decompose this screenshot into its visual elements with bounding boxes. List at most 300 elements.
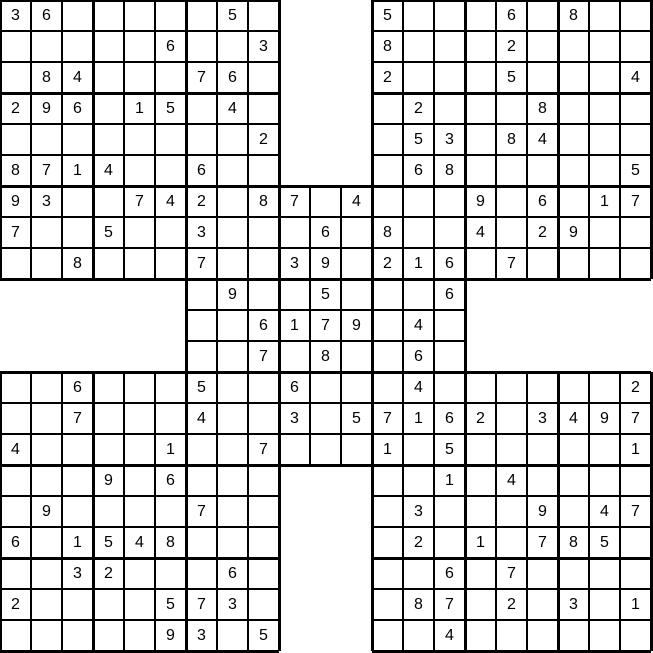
sudoku-cell[interactable] bbox=[403, 186, 434, 217]
sudoku-cell[interactable] bbox=[589, 372, 620, 403]
sudoku-cell[interactable]: 7 bbox=[372, 403, 403, 434]
sudoku-cell[interactable] bbox=[124, 496, 155, 527]
sudoku-cell[interactable]: 7 bbox=[496, 248, 527, 279]
sudoku-cell[interactable]: 5 bbox=[620, 155, 651, 186]
sudoku-cell[interactable] bbox=[620, 124, 651, 155]
sudoku-cell[interactable]: 4 bbox=[403, 372, 434, 403]
sudoku-cell[interactable]: 1 bbox=[434, 465, 465, 496]
sudoku-cell[interactable] bbox=[589, 589, 620, 620]
sudoku-cell[interactable] bbox=[248, 403, 279, 434]
sudoku-cell[interactable]: 7 bbox=[527, 527, 558, 558]
sudoku-cell[interactable] bbox=[341, 279, 372, 310]
sudoku-cell[interactable] bbox=[403, 31, 434, 62]
sudoku-cell[interactable] bbox=[589, 465, 620, 496]
sudoku-cell[interactable] bbox=[372, 372, 403, 403]
sudoku-cell[interactable] bbox=[527, 465, 558, 496]
sudoku-cell[interactable]: 6 bbox=[496, 0, 527, 31]
sudoku-cell[interactable] bbox=[0, 31, 31, 62]
sudoku-cell[interactable] bbox=[0, 62, 31, 93]
sudoku-cell[interactable] bbox=[620, 558, 651, 589]
sudoku-cell[interactable] bbox=[124, 0, 155, 31]
sudoku-cell[interactable] bbox=[62, 496, 93, 527]
sudoku-cell[interactable]: 1 bbox=[279, 310, 310, 341]
sudoku-cell[interactable]: 9 bbox=[465, 186, 496, 217]
sudoku-cell[interactable]: 3 bbox=[527, 403, 558, 434]
sudoku-cell[interactable] bbox=[465, 434, 496, 465]
sudoku-cell[interactable] bbox=[62, 124, 93, 155]
sudoku-cell[interactable]: 3 bbox=[279, 403, 310, 434]
sudoku-cell[interactable]: 3 bbox=[403, 496, 434, 527]
sudoku-cell[interactable]: 2 bbox=[186, 186, 217, 217]
sudoku-cell[interactable]: 6 bbox=[62, 372, 93, 403]
sudoku-cell[interactable]: 5 bbox=[155, 589, 186, 620]
sudoku-cell[interactable]: 7 bbox=[31, 155, 62, 186]
sudoku-cell[interactable]: 2 bbox=[0, 93, 31, 124]
sudoku-cell[interactable] bbox=[403, 62, 434, 93]
sudoku-cell[interactable]: 5 bbox=[155, 93, 186, 124]
sudoku-cell[interactable] bbox=[434, 496, 465, 527]
sudoku-cell[interactable]: 5 bbox=[403, 124, 434, 155]
sudoku-cell[interactable] bbox=[186, 0, 217, 31]
sudoku-cell[interactable] bbox=[248, 248, 279, 279]
sudoku-cell[interactable]: 8 bbox=[155, 527, 186, 558]
sudoku-cell[interactable] bbox=[372, 186, 403, 217]
sudoku-cell[interactable]: 2 bbox=[620, 372, 651, 403]
sudoku-cell[interactable] bbox=[124, 155, 155, 186]
sudoku-cell[interactable]: 9 bbox=[31, 496, 62, 527]
sudoku-cell[interactable]: 5 bbox=[93, 527, 124, 558]
sudoku-cell[interactable] bbox=[496, 496, 527, 527]
sudoku-cell[interactable] bbox=[248, 372, 279, 403]
sudoku-cell[interactable] bbox=[124, 589, 155, 620]
sudoku-cell[interactable] bbox=[558, 465, 589, 496]
sudoku-cell[interactable] bbox=[186, 124, 217, 155]
sudoku-cell[interactable]: 8 bbox=[403, 589, 434, 620]
sudoku-cell[interactable] bbox=[620, 31, 651, 62]
sudoku-cell[interactable] bbox=[434, 62, 465, 93]
sudoku-cell[interactable] bbox=[124, 620, 155, 651]
sudoku-cell[interactable] bbox=[186, 93, 217, 124]
sudoku-cell[interactable]: 7 bbox=[496, 558, 527, 589]
sudoku-cell[interactable]: 1 bbox=[589, 186, 620, 217]
sudoku-cell[interactable] bbox=[527, 31, 558, 62]
sudoku-cell[interactable] bbox=[248, 0, 279, 31]
sudoku-cell[interactable]: 3 bbox=[248, 31, 279, 62]
sudoku-cell[interactable] bbox=[93, 0, 124, 31]
sudoku-cell[interactable] bbox=[620, 620, 651, 651]
sudoku-cell[interactable]: 9 bbox=[93, 465, 124, 496]
sudoku-cell[interactable]: 3 bbox=[0, 0, 31, 31]
sudoku-cell[interactable] bbox=[372, 589, 403, 620]
sudoku-cell[interactable]: 6 bbox=[403, 155, 434, 186]
sudoku-cell[interactable]: 7 bbox=[186, 496, 217, 527]
sudoku-cell[interactable] bbox=[248, 558, 279, 589]
sudoku-cell[interactable] bbox=[372, 465, 403, 496]
sudoku-cell[interactable]: 8 bbox=[248, 186, 279, 217]
sudoku-cell[interactable]: 2 bbox=[0, 589, 31, 620]
sudoku-cell[interactable] bbox=[558, 155, 589, 186]
sudoku-cell[interactable] bbox=[124, 558, 155, 589]
sudoku-cell[interactable]: 6 bbox=[434, 403, 465, 434]
sudoku-cell[interactable]: 8 bbox=[0, 155, 31, 186]
sudoku-cell[interactable] bbox=[155, 248, 186, 279]
sudoku-cell[interactable]: 5 bbox=[186, 372, 217, 403]
sudoku-cell[interactable] bbox=[496, 527, 527, 558]
sudoku-cell[interactable] bbox=[589, 124, 620, 155]
sudoku-cell[interactable]: 6 bbox=[62, 93, 93, 124]
sudoku-cell[interactable]: 8 bbox=[372, 31, 403, 62]
sudoku-cell[interactable] bbox=[31, 620, 62, 651]
sudoku-cell[interactable] bbox=[124, 403, 155, 434]
sudoku-cell[interactable] bbox=[62, 589, 93, 620]
sudoku-cell[interactable]: 5 bbox=[496, 62, 527, 93]
sudoku-cell[interactable]: 2 bbox=[496, 589, 527, 620]
sudoku-cell[interactable] bbox=[186, 465, 217, 496]
sudoku-cell[interactable] bbox=[620, 465, 651, 496]
sudoku-cell[interactable] bbox=[465, 496, 496, 527]
sudoku-cell[interactable] bbox=[589, 558, 620, 589]
sudoku-cell[interactable]: 4 bbox=[620, 62, 651, 93]
sudoku-cell[interactable] bbox=[527, 372, 558, 403]
sudoku-cell[interactable]: 4 bbox=[589, 496, 620, 527]
sudoku-cell[interactable] bbox=[496, 403, 527, 434]
sudoku-cell[interactable]: 4 bbox=[341, 186, 372, 217]
sudoku-cell[interactable]: 6 bbox=[186, 155, 217, 186]
sudoku-cell[interactable]: 7 bbox=[186, 589, 217, 620]
sudoku-cell[interactable] bbox=[186, 310, 217, 341]
sudoku-cell[interactable]: 3 bbox=[186, 620, 217, 651]
sudoku-cell[interactable] bbox=[217, 155, 248, 186]
sudoku-cell[interactable] bbox=[186, 527, 217, 558]
sudoku-cell[interactable] bbox=[155, 124, 186, 155]
sudoku-cell[interactable] bbox=[217, 465, 248, 496]
sudoku-cell[interactable] bbox=[620, 0, 651, 31]
sudoku-cell[interactable] bbox=[62, 465, 93, 496]
sudoku-cell[interactable]: 8 bbox=[372, 217, 403, 248]
sudoku-cell[interactable]: 4 bbox=[155, 186, 186, 217]
sudoku-cell[interactable]: 7 bbox=[248, 341, 279, 372]
sudoku-cell[interactable] bbox=[248, 279, 279, 310]
sudoku-cell[interactable] bbox=[31, 527, 62, 558]
sudoku-cell[interactable] bbox=[0, 465, 31, 496]
sudoku-cell[interactable] bbox=[527, 155, 558, 186]
sudoku-cell[interactable] bbox=[589, 248, 620, 279]
sudoku-cell[interactable] bbox=[558, 620, 589, 651]
sudoku-cell[interactable] bbox=[434, 527, 465, 558]
sudoku-cell[interactable]: 2 bbox=[527, 217, 558, 248]
sudoku-cell[interactable] bbox=[186, 558, 217, 589]
sudoku-cell[interactable]: 9 bbox=[155, 620, 186, 651]
sudoku-cell[interactable]: 1 bbox=[403, 248, 434, 279]
sudoku-cell[interactable] bbox=[217, 434, 248, 465]
sudoku-cell[interactable]: 4 bbox=[93, 155, 124, 186]
sudoku-cell[interactable]: 9 bbox=[558, 217, 589, 248]
sudoku-cell[interactable] bbox=[527, 62, 558, 93]
sudoku-cell[interactable]: 4 bbox=[496, 465, 527, 496]
sudoku-cell[interactable] bbox=[403, 279, 434, 310]
sudoku-cell[interactable]: 5 bbox=[217, 0, 248, 31]
sudoku-cell[interactable] bbox=[620, 527, 651, 558]
sudoku-cell[interactable] bbox=[403, 620, 434, 651]
sudoku-cell[interactable] bbox=[465, 620, 496, 651]
sudoku-cell[interactable]: 4 bbox=[465, 217, 496, 248]
sudoku-cell[interactable]: 1 bbox=[620, 434, 651, 465]
sudoku-cell[interactable]: 8 bbox=[496, 124, 527, 155]
sudoku-cell[interactable] bbox=[31, 589, 62, 620]
sudoku-cell[interactable] bbox=[558, 93, 589, 124]
sudoku-cell[interactable] bbox=[527, 558, 558, 589]
sudoku-cell[interactable] bbox=[589, 31, 620, 62]
sudoku-cell[interactable] bbox=[186, 341, 217, 372]
sudoku-cell[interactable] bbox=[496, 620, 527, 651]
sudoku-cell[interactable] bbox=[558, 248, 589, 279]
sudoku-cell[interactable] bbox=[589, 93, 620, 124]
sudoku-cell[interactable] bbox=[465, 93, 496, 124]
sudoku-cell[interactable]: 8 bbox=[62, 248, 93, 279]
sudoku-cell[interactable]: 4 bbox=[0, 434, 31, 465]
sudoku-cell[interactable] bbox=[527, 0, 558, 31]
sudoku-cell[interactable] bbox=[248, 62, 279, 93]
sudoku-cell[interactable] bbox=[124, 434, 155, 465]
sudoku-cell[interactable]: 6 bbox=[403, 341, 434, 372]
sudoku-cell[interactable] bbox=[217, 310, 248, 341]
sudoku-cell[interactable]: 7 bbox=[620, 186, 651, 217]
sudoku-cell[interactable] bbox=[62, 31, 93, 62]
sudoku-cell[interactable] bbox=[496, 93, 527, 124]
sudoku-cell[interactable] bbox=[217, 372, 248, 403]
sudoku-cell[interactable] bbox=[496, 155, 527, 186]
sudoku-cell[interactable] bbox=[0, 248, 31, 279]
sudoku-cell[interactable] bbox=[124, 248, 155, 279]
sudoku-cell[interactable]: 4 bbox=[558, 403, 589, 434]
sudoku-cell[interactable] bbox=[93, 434, 124, 465]
sudoku-cell[interactable] bbox=[310, 186, 341, 217]
sudoku-cell[interactable]: 4 bbox=[186, 403, 217, 434]
sudoku-cell[interactable] bbox=[620, 93, 651, 124]
sudoku-cell[interactable] bbox=[465, 31, 496, 62]
sudoku-cell[interactable]: 6 bbox=[248, 310, 279, 341]
sudoku-cell[interactable] bbox=[465, 589, 496, 620]
sudoku-cell[interactable] bbox=[93, 620, 124, 651]
sudoku-cell[interactable] bbox=[434, 217, 465, 248]
sudoku-cell[interactable] bbox=[403, 558, 434, 589]
sudoku-cell[interactable]: 1 bbox=[620, 589, 651, 620]
sudoku-cell[interactable]: 1 bbox=[124, 93, 155, 124]
sudoku-cell[interactable]: 9 bbox=[0, 186, 31, 217]
sudoku-cell[interactable] bbox=[248, 527, 279, 558]
sudoku-cell[interactable] bbox=[558, 372, 589, 403]
sudoku-cell[interactable] bbox=[589, 217, 620, 248]
sudoku-cell[interactable] bbox=[589, 0, 620, 31]
sudoku-cell[interactable] bbox=[620, 248, 651, 279]
sudoku-cell[interactable]: 5 bbox=[310, 279, 341, 310]
sudoku-cell[interactable]: 6 bbox=[217, 558, 248, 589]
sudoku-cell[interactable] bbox=[62, 217, 93, 248]
sudoku-cell[interactable] bbox=[248, 465, 279, 496]
sudoku-cell[interactable] bbox=[62, 186, 93, 217]
sudoku-cell[interactable]: 1 bbox=[465, 527, 496, 558]
sudoku-cell[interactable] bbox=[217, 527, 248, 558]
sudoku-cell[interactable] bbox=[0, 496, 31, 527]
sudoku-cell[interactable] bbox=[558, 31, 589, 62]
sudoku-cell[interactable] bbox=[93, 62, 124, 93]
sudoku-cell[interactable]: 4 bbox=[527, 124, 558, 155]
sudoku-cell[interactable]: 4 bbox=[124, 527, 155, 558]
sudoku-cell[interactable]: 4 bbox=[403, 310, 434, 341]
sudoku-cell[interactable] bbox=[217, 124, 248, 155]
sudoku-cell[interactable]: 7 bbox=[186, 248, 217, 279]
sudoku-cell[interactable] bbox=[341, 248, 372, 279]
sudoku-cell[interactable] bbox=[93, 93, 124, 124]
sudoku-cell[interactable]: 6 bbox=[527, 186, 558, 217]
sudoku-cell[interactable] bbox=[434, 372, 465, 403]
sudoku-cell[interactable] bbox=[558, 496, 589, 527]
sudoku-cell[interactable]: 7 bbox=[62, 403, 93, 434]
sudoku-cell[interactable]: 2 bbox=[93, 558, 124, 589]
sudoku-cell[interactable] bbox=[31, 248, 62, 279]
sudoku-cell[interactable]: 3 bbox=[217, 589, 248, 620]
sudoku-cell[interactable]: 9 bbox=[310, 248, 341, 279]
sudoku-cell[interactable] bbox=[589, 620, 620, 651]
sudoku-cell[interactable] bbox=[93, 31, 124, 62]
sudoku-cell[interactable] bbox=[527, 620, 558, 651]
sudoku-cell[interactable]: 2 bbox=[465, 403, 496, 434]
sudoku-cell[interactable]: 3 bbox=[31, 186, 62, 217]
sudoku-cell[interactable] bbox=[0, 403, 31, 434]
sudoku-cell[interactable]: 2 bbox=[248, 124, 279, 155]
sudoku-cell[interactable] bbox=[558, 62, 589, 93]
sudoku-cell[interactable] bbox=[186, 31, 217, 62]
sudoku-cell[interactable]: 5 bbox=[248, 620, 279, 651]
sudoku-cell[interactable]: 5 bbox=[372, 0, 403, 31]
sudoku-cell[interactable]: 2 bbox=[496, 31, 527, 62]
sudoku-cell[interactable] bbox=[496, 217, 527, 248]
sudoku-cell[interactable]: 1 bbox=[372, 434, 403, 465]
sudoku-cell[interactable] bbox=[248, 217, 279, 248]
sudoku-cell[interactable] bbox=[124, 62, 155, 93]
sudoku-cell[interactable]: 7 bbox=[310, 310, 341, 341]
sudoku-cell[interactable]: 8 bbox=[558, 527, 589, 558]
sudoku-cell[interactable] bbox=[403, 0, 434, 31]
sudoku-cell[interactable]: 9 bbox=[31, 93, 62, 124]
sudoku-cell[interactable] bbox=[62, 0, 93, 31]
sudoku-cell[interactable] bbox=[465, 558, 496, 589]
sudoku-cell[interactable]: 7 bbox=[0, 217, 31, 248]
sudoku-cell[interactable]: 9 bbox=[217, 279, 248, 310]
sudoku-cell[interactable] bbox=[124, 372, 155, 403]
sudoku-cell[interactable] bbox=[155, 155, 186, 186]
sudoku-cell[interactable] bbox=[527, 589, 558, 620]
sudoku-cell[interactable] bbox=[372, 341, 403, 372]
sudoku-cell[interactable] bbox=[155, 62, 186, 93]
sudoku-cell[interactable]: 5 bbox=[341, 403, 372, 434]
sudoku-cell[interactable] bbox=[124, 124, 155, 155]
sudoku-cell[interactable] bbox=[186, 279, 217, 310]
sudoku-cell[interactable] bbox=[465, 0, 496, 31]
sudoku-cell[interactable] bbox=[403, 465, 434, 496]
sudoku-cell[interactable]: 2 bbox=[372, 248, 403, 279]
sudoku-cell[interactable]: 3 bbox=[279, 248, 310, 279]
sudoku-cell[interactable] bbox=[217, 341, 248, 372]
sudoku-cell[interactable] bbox=[434, 341, 465, 372]
sudoku-cell[interactable] bbox=[372, 310, 403, 341]
sudoku-cell[interactable]: 6 bbox=[434, 279, 465, 310]
sudoku-cell[interactable]: 9 bbox=[589, 403, 620, 434]
sudoku-cell[interactable] bbox=[62, 620, 93, 651]
sudoku-cell[interactable]: 7 bbox=[248, 434, 279, 465]
sudoku-cell[interactable] bbox=[527, 434, 558, 465]
sudoku-cell[interactable] bbox=[279, 217, 310, 248]
sudoku-cell[interactable]: 6 bbox=[31, 0, 62, 31]
sudoku-cell[interactable] bbox=[217, 31, 248, 62]
sudoku-cell[interactable] bbox=[372, 93, 403, 124]
sudoku-cell[interactable] bbox=[279, 341, 310, 372]
sudoku-cell[interactable]: 5 bbox=[93, 217, 124, 248]
sudoku-cell[interactable] bbox=[124, 217, 155, 248]
sudoku-cell[interactable] bbox=[496, 434, 527, 465]
sudoku-cell[interactable] bbox=[31, 372, 62, 403]
sudoku-cell[interactable] bbox=[248, 155, 279, 186]
sudoku-cell[interactable] bbox=[186, 434, 217, 465]
sudoku-cell[interactable] bbox=[93, 403, 124, 434]
sudoku-cell[interactable]: 7 bbox=[124, 186, 155, 217]
sudoku-cell[interactable] bbox=[217, 186, 248, 217]
sudoku-cell[interactable]: 3 bbox=[62, 558, 93, 589]
sudoku-cell[interactable]: 6 bbox=[0, 527, 31, 558]
sudoku-cell[interactable] bbox=[558, 558, 589, 589]
sudoku-cell[interactable]: 7 bbox=[620, 496, 651, 527]
sudoku-cell[interactable]: 1 bbox=[155, 434, 186, 465]
sudoku-cell[interactable]: 3 bbox=[434, 124, 465, 155]
sudoku-cell[interactable] bbox=[248, 589, 279, 620]
sudoku-cell[interactable] bbox=[31, 31, 62, 62]
sudoku-cell[interactable] bbox=[93, 124, 124, 155]
sudoku-cell[interactable] bbox=[217, 403, 248, 434]
sudoku-cell[interactable] bbox=[589, 434, 620, 465]
sudoku-cell[interactable]: 4 bbox=[62, 62, 93, 93]
sudoku-cell[interactable] bbox=[527, 248, 558, 279]
sudoku-cell[interactable] bbox=[279, 434, 310, 465]
sudoku-cell[interactable] bbox=[310, 372, 341, 403]
sudoku-cell[interactable] bbox=[496, 372, 527, 403]
sudoku-cell[interactable] bbox=[465, 124, 496, 155]
sudoku-cell[interactable] bbox=[31, 558, 62, 589]
sudoku-cell[interactable] bbox=[465, 465, 496, 496]
sudoku-cell[interactable] bbox=[0, 372, 31, 403]
sudoku-cell[interactable] bbox=[434, 310, 465, 341]
sudoku-cell[interactable]: 8 bbox=[558, 0, 589, 31]
sudoku-cell[interactable]: 2 bbox=[372, 62, 403, 93]
sudoku-cell[interactable] bbox=[217, 217, 248, 248]
sudoku-cell[interactable]: 1 bbox=[62, 155, 93, 186]
sudoku-cell[interactable] bbox=[31, 465, 62, 496]
sudoku-cell[interactable] bbox=[341, 434, 372, 465]
sudoku-cell[interactable] bbox=[372, 620, 403, 651]
sudoku-cell[interactable] bbox=[496, 186, 527, 217]
sudoku-cell[interactable] bbox=[465, 248, 496, 279]
sudoku-cell[interactable]: 6 bbox=[434, 558, 465, 589]
sudoku-cell[interactable] bbox=[558, 124, 589, 155]
sudoku-cell[interactable]: 7 bbox=[434, 589, 465, 620]
sudoku-cell[interactable]: 8 bbox=[527, 93, 558, 124]
sudoku-cell[interactable] bbox=[217, 620, 248, 651]
sudoku-cell[interactable] bbox=[434, 186, 465, 217]
sudoku-cell[interactable]: 9 bbox=[527, 496, 558, 527]
sudoku-cell[interactable]: 1 bbox=[403, 403, 434, 434]
sudoku-cell[interactable]: 4 bbox=[434, 620, 465, 651]
sudoku-cell[interactable]: 4 bbox=[217, 93, 248, 124]
sudoku-cell[interactable] bbox=[155, 0, 186, 31]
